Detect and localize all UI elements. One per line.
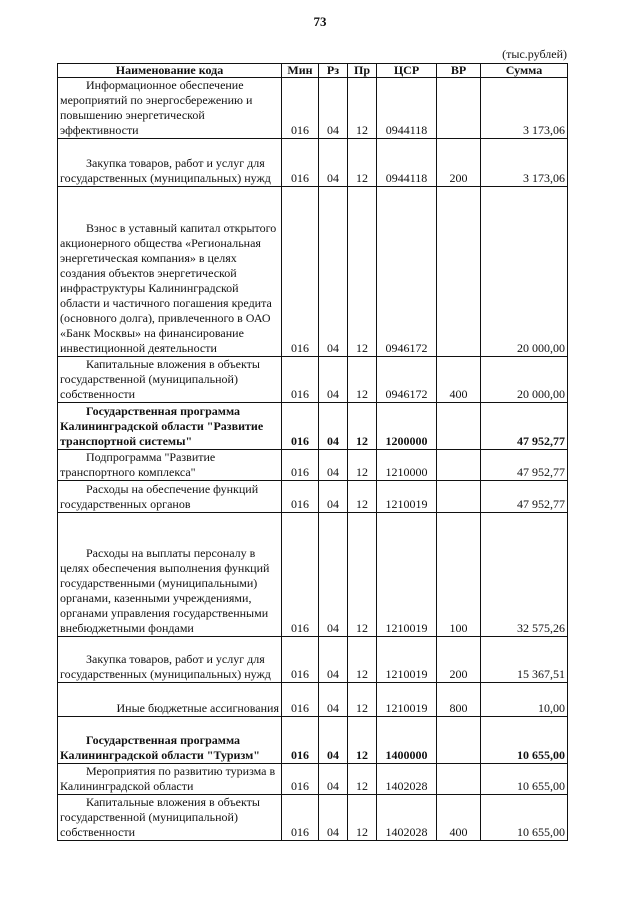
table-row bbox=[58, 357, 568, 403]
row-min: 016 bbox=[282, 481, 319, 513]
row-name: Информационное обеспечение мероприятий по энергосбережению и повышению энергетической эффективности bbox=[58, 78, 282, 139]
table-row bbox=[58, 795, 568, 841]
row-vr: 200 bbox=[437, 139, 481, 187]
row-vr: 100 bbox=[437, 513, 481, 637]
row-pr: 12 bbox=[348, 513, 377, 637]
row-name: Расходы на выплаты персоналу в целях обеспечения выполнения функций государственными (муниципальными) органами, казенными учреждениями, органами управления государственными внебюджетными фондами bbox=[58, 513, 282, 637]
row-min: 016 bbox=[282, 717, 319, 764]
table-row bbox=[58, 513, 568, 637]
row-rz: 04 bbox=[319, 357, 348, 403]
row-pr: 12 bbox=[348, 683, 377, 717]
table-header-row bbox=[58, 64, 568, 78]
row-rz: 04 bbox=[319, 481, 348, 513]
table-row bbox=[58, 187, 568, 357]
row-sum: 3 173,06 bbox=[481, 78, 568, 139]
table-row bbox=[58, 78, 568, 139]
row-csr: 1400000 bbox=[377, 717, 437, 764]
row-vr: 400 bbox=[437, 795, 481, 841]
row-vr bbox=[437, 481, 481, 513]
row-rz: 04 bbox=[319, 764, 348, 795]
row-rz: 04 bbox=[319, 637, 348, 683]
table-row bbox=[58, 637, 568, 683]
row-rz: 04 bbox=[319, 403, 348, 450]
header-vr: ВР bbox=[437, 64, 481, 78]
row-sum: 10 655,00 bbox=[481, 764, 568, 795]
row-rz: 04 bbox=[319, 717, 348, 764]
table-row bbox=[58, 481, 568, 513]
header-sum: Сумма bbox=[481, 64, 568, 78]
page-number: 73 bbox=[313, 14, 327, 29]
header-name: Наименование кода bbox=[58, 64, 282, 78]
row-min: 016 bbox=[282, 78, 319, 139]
row-pr: 12 bbox=[348, 795, 377, 841]
row-csr: 1210019 bbox=[377, 513, 437, 637]
row-name: Иные бюджетные ассигнования bbox=[58, 683, 282, 717]
row-min: 016 bbox=[282, 637, 319, 683]
row-csr: 1210000 bbox=[377, 450, 437, 481]
budget-table bbox=[57, 63, 568, 841]
row-csr: 0946172 bbox=[377, 187, 437, 357]
row-rz: 04 bbox=[319, 513, 348, 637]
row-sum: 15 367,51 bbox=[481, 637, 568, 683]
row-vr bbox=[437, 450, 481, 481]
row-pr: 12 bbox=[348, 637, 377, 683]
table-row bbox=[58, 139, 568, 187]
row-pr: 12 bbox=[348, 764, 377, 795]
row-pr: 12 bbox=[348, 403, 377, 450]
row-pr: 12 bbox=[348, 481, 377, 513]
row-name: Взнос в уставный капитал открытого акционерного общества «Региональная энергетическая компания» в целях создания объектов энергетической инфраструктуры Калининградской области и частичного погашения кредита (основного долга), привлеченного в ОАО «Банк Москвы» на финансирование инвестиционной деятельности bbox=[58, 187, 282, 357]
row-rz: 04 bbox=[319, 795, 348, 841]
row-min: 016 bbox=[282, 795, 319, 841]
row-sum: 47 952,77 bbox=[481, 450, 568, 481]
row-csr: 1210019 bbox=[377, 683, 437, 717]
row-vr: 800 bbox=[437, 683, 481, 717]
row-name: Закупка товаров, работ и услуг для государственных (муниципальных) нужд bbox=[58, 637, 282, 683]
row-name: Закупка товаров, работ и услуг для государственных (муниципальных) нужд bbox=[58, 139, 282, 187]
header-rz: Рз bbox=[319, 64, 348, 78]
row-vr bbox=[437, 187, 481, 357]
row-csr: 1402028 bbox=[377, 764, 437, 795]
row-rz: 04 bbox=[319, 187, 348, 357]
row-name: Подпрограмма "Развитие транспортного комплекса" bbox=[58, 450, 282, 481]
row-csr: 1210019 bbox=[377, 481, 437, 513]
header-csr: ЦСР bbox=[377, 64, 437, 78]
row-pr: 12 bbox=[348, 78, 377, 139]
row-name: Расходы на обеспечение функций государственных органов bbox=[58, 481, 282, 513]
units-label: (тыс.рублей) bbox=[502, 47, 567, 61]
row-vr: 200 bbox=[437, 637, 481, 683]
row-rz: 04 bbox=[319, 78, 348, 139]
row-min: 016 bbox=[282, 403, 319, 450]
row-csr: 0944118 bbox=[377, 78, 437, 139]
row-min: 016 bbox=[282, 357, 319, 403]
row-csr: 1210019 bbox=[377, 637, 437, 683]
row-name: Государственная программа Калининградской области "Туризм" bbox=[58, 717, 282, 764]
row-name: Капитальные вложения в объекты государственной (муниципальной) собственности bbox=[58, 795, 282, 841]
row-min: 016 bbox=[282, 187, 319, 357]
header-min: Мин bbox=[282, 64, 319, 78]
row-csr: 1200000 bbox=[377, 403, 437, 450]
row-sum: 20 000,00 bbox=[481, 187, 568, 357]
row-sum: 10,00 bbox=[481, 683, 568, 717]
row-sum: 10 655,00 bbox=[481, 717, 568, 764]
row-min: 016 bbox=[282, 683, 319, 717]
row-pr: 12 bbox=[348, 187, 377, 357]
row-vr bbox=[437, 78, 481, 139]
row-sum: 32 575,26 bbox=[481, 513, 568, 637]
table-row bbox=[58, 717, 568, 764]
row-name: Капитальные вложения в объекты государственной (муниципальной) собственности bbox=[58, 357, 282, 403]
row-pr: 12 bbox=[348, 357, 377, 403]
row-min: 016 bbox=[282, 450, 319, 481]
row-min: 016 bbox=[282, 764, 319, 795]
table-row bbox=[58, 450, 568, 481]
row-min: 016 bbox=[282, 513, 319, 637]
row-min: 016 bbox=[282, 139, 319, 187]
row-rz: 04 bbox=[319, 450, 348, 481]
row-pr: 12 bbox=[348, 717, 377, 764]
row-sum: 20 000,00 bbox=[481, 357, 568, 403]
row-rz: 04 bbox=[319, 683, 348, 717]
row-name: Мероприятия по развитию туризма в Калининградской области bbox=[58, 764, 282, 795]
row-pr: 12 bbox=[348, 139, 377, 187]
table-row bbox=[58, 764, 568, 795]
row-csr: 0944118 bbox=[377, 139, 437, 187]
row-vr bbox=[437, 717, 481, 764]
row-csr: 1402028 bbox=[377, 795, 437, 841]
table-row bbox=[58, 683, 568, 717]
table-row bbox=[58, 403, 568, 450]
row-sum: 47 952,77 bbox=[481, 481, 568, 513]
row-vr bbox=[437, 403, 481, 450]
row-sum: 47 952,77 bbox=[481, 403, 568, 450]
header-pr: Пр bbox=[348, 64, 377, 78]
row-vr bbox=[437, 764, 481, 795]
row-csr: 0946172 bbox=[377, 357, 437, 403]
row-sum: 10 655,00 bbox=[481, 795, 568, 841]
row-rz: 04 bbox=[319, 139, 348, 187]
row-pr: 12 bbox=[348, 450, 377, 481]
row-sum: 3 173,06 bbox=[481, 139, 568, 187]
row-vr: 400 bbox=[437, 357, 481, 403]
row-name: Государственная программа Калининградской области "Развитие транспортной системы" bbox=[58, 403, 282, 450]
